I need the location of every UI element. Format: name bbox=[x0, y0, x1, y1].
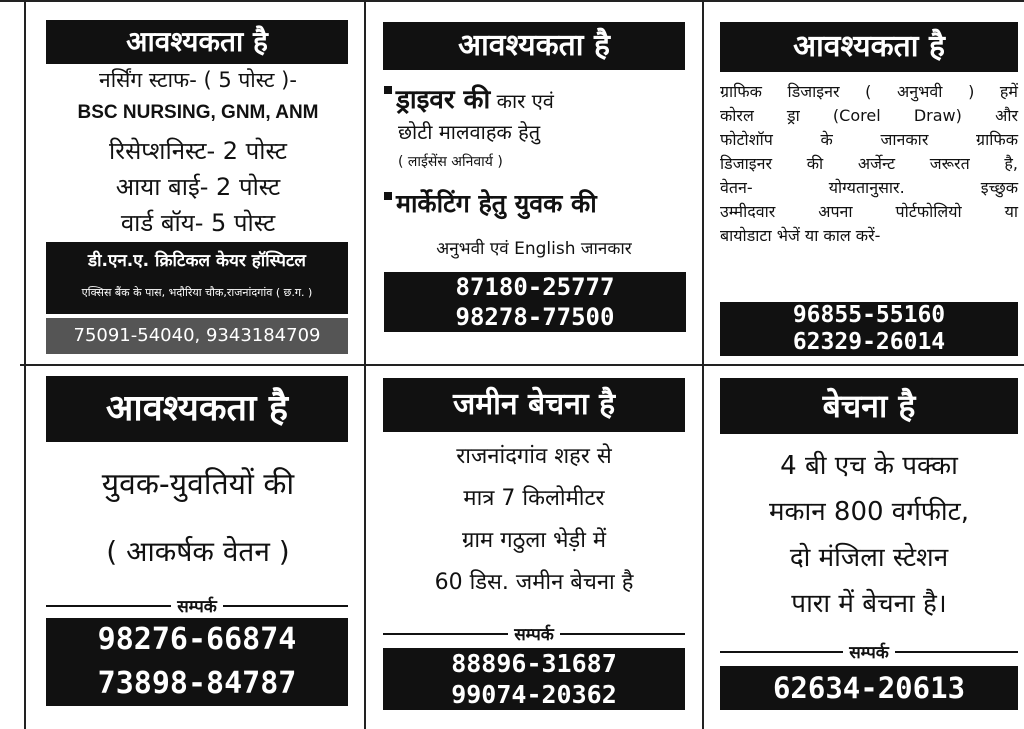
hospital-address: एक्सिस बैंक के पास, भदौरिया चौक,राजनांदगांव ( छ.ग. ) bbox=[81, 286, 313, 299]
column-divider-1 bbox=[24, 0, 26, 729]
rule-right bbox=[895, 651, 1018, 653]
phone-number: 98278-77500 bbox=[455, 303, 615, 331]
rule-left bbox=[383, 633, 508, 635]
ad-heading: आवश्यकता है bbox=[46, 20, 348, 64]
ward-boy-line: वार्ड बॉय- 5 पोस्ट bbox=[120, 209, 276, 237]
ad-graphic-designer bbox=[716, 18, 1022, 358]
contact-phones bbox=[720, 302, 1018, 356]
ad-heading: बेचना है bbox=[720, 378, 1018, 434]
rule-right bbox=[560, 633, 685, 635]
phone-number: 98276-66874 bbox=[97, 622, 297, 657]
contact-phones bbox=[383, 648, 685, 710]
phone-number: 73898-84787 bbox=[97, 666, 297, 701]
ad-text-line: ग्राफिक डिजाइनर ( अनुभवी ) हमें bbox=[720, 82, 1018, 101]
phone-number: 96855-55160 bbox=[792, 302, 946, 328]
phone-number: 62634-20613 bbox=[772, 671, 966, 705]
ad-heading: जमीन बेचना है bbox=[383, 378, 685, 432]
contact-separator bbox=[383, 622, 685, 645]
column-divider-3 bbox=[702, 0, 704, 729]
land-text-line: 60 डिस. जमीन बेचना है bbox=[434, 570, 634, 595]
land-text-line: मात्र 7 किलोमीटर bbox=[463, 486, 605, 511]
rule-right bbox=[223, 605, 348, 607]
ad-driver-marketing bbox=[378, 18, 690, 358]
column-divider-2 bbox=[364, 0, 366, 729]
license-note: ( लाईसेंस अनिवार्य ) bbox=[398, 154, 503, 170]
hospital-title: डी.एन.ए. क्रिटिकल केयर हॉस्पिटल bbox=[88, 251, 306, 271]
ad-land-for-sale bbox=[378, 372, 690, 724]
driver-title: ड्राइवर की bbox=[396, 85, 491, 115]
driver-vehicle: कार एवं bbox=[490, 89, 554, 113]
qualification-line: BSC NURSING, GNM, ANM bbox=[77, 102, 319, 123]
hospital-name bbox=[46, 242, 348, 314]
marketing-title: मार्केटिंग हेतु युवक की bbox=[396, 189, 597, 218]
contact-separator bbox=[720, 640, 1018, 663]
ad-text-line: डिजाइनर की अर्जेन्ट जरूरत है, bbox=[720, 154, 1018, 173]
phone-number: 62329-26014 bbox=[792, 329, 946, 355]
phone-number: 99074-20362 bbox=[451, 680, 617, 709]
contact-phones bbox=[46, 618, 348, 706]
salary-line: ( आकर्षक वेतन ) bbox=[106, 535, 290, 568]
contact-phones bbox=[720, 666, 1018, 710]
contact-label: सम्पर्क bbox=[177, 597, 217, 617]
house-text-line: 4 बी एच के पक्का bbox=[780, 451, 958, 481]
ad-text-line: कोरल ड्रा (Corel Draw) और bbox=[720, 106, 1018, 125]
ad-text-line: बायोडाटा भेजें या काल करें- bbox=[720, 226, 881, 245]
top-border bbox=[0, 0, 1024, 2]
ad-youth-required bbox=[40, 372, 356, 724]
ad-heading: आवश्यकता है bbox=[46, 376, 348, 442]
house-text-line: मकान 800 वर्गफीट, bbox=[768, 497, 970, 527]
house-text-line: पारा में बेचना है। bbox=[791, 589, 947, 619]
land-text-line: ग्राम गठुला भेड़ी में bbox=[461, 528, 607, 553]
rule-left bbox=[720, 651, 843, 653]
youth-line: युवक-युवतियों की bbox=[101, 467, 295, 502]
hospital-phones: 75091-54040, 9343184709 bbox=[46, 318, 348, 354]
phone-number: 87180-25777 bbox=[455, 273, 615, 301]
ad-hospital-staff bbox=[40, 18, 356, 358]
land-text-line: राजनांदगांव शहर से bbox=[456, 444, 612, 469]
aya-bai-line: आया बाई- 2 पोस्ट bbox=[115, 173, 281, 201]
marketing-requirement: अनुभवी एवं English जानकार bbox=[436, 239, 632, 259]
ad-text-line: फोटोशॉप के जानकार ग्राफिक bbox=[720, 130, 1018, 149]
ad-house-for-sale bbox=[716, 372, 1022, 724]
receptionist-line: रिसेप्शनिस्ट- 2 पोस्ट bbox=[109, 137, 287, 165]
middle-divider bbox=[20, 364, 1024, 366]
contact-separator bbox=[46, 594, 348, 617]
contact-label: सम्पर्क bbox=[514, 625, 554, 645]
rule-left bbox=[46, 605, 171, 607]
phone-number: 88896-31687 bbox=[451, 649, 617, 678]
driver-vehicle-type: छोटी मालवाहक हेतु bbox=[398, 120, 541, 144]
contact-label: सम्पर्क bbox=[849, 643, 889, 663]
ad-heading: आवश्यकता है bbox=[383, 22, 685, 70]
ad-heading: आवश्यकता है bbox=[720, 22, 1018, 72]
contact-phones bbox=[384, 272, 686, 332]
bullet-icon bbox=[384, 86, 392, 94]
ad-text-line: उम्मीदवार अपना पोर्टफोलियो या bbox=[720, 202, 1018, 221]
bullet-icon bbox=[384, 192, 392, 200]
ad-text-line: वेतन- योग्यतानुसार. इच्छुक bbox=[720, 178, 1018, 197]
nursing-staff-line: नर्सिंग स्टाफ- ( 5 पोस्ट )- bbox=[99, 68, 297, 92]
house-text-line: दो मंजिला स्टेशन bbox=[789, 543, 949, 573]
